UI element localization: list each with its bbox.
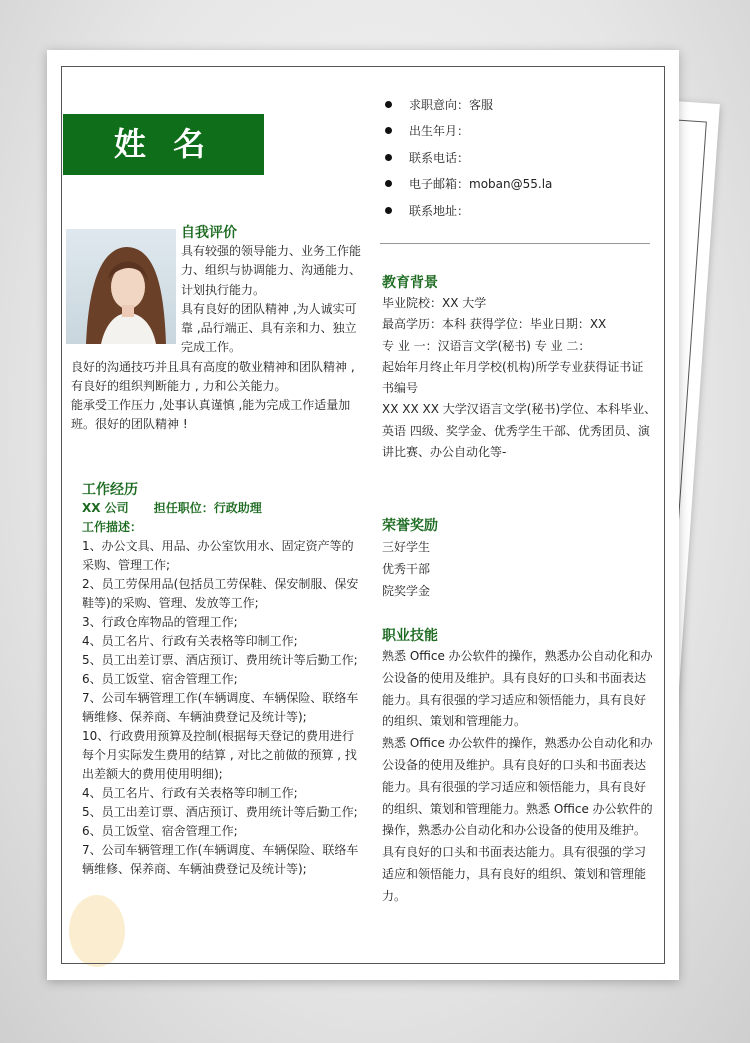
text-line: 书编号 bbox=[382, 381, 419, 396]
text-line: 毕业院校：XX 大学 bbox=[382, 296, 487, 310]
text-line: 班。很好的团队精神 ! bbox=[71, 417, 188, 431]
text-line: 7、公司车辆管理工作(车辆调度、车辆保险、联络车 bbox=[82, 843, 359, 857]
self-eval-beside bbox=[181, 242, 361, 358]
text-line: XX XX XX 大学汉语言文学(秘书)学位、本科毕业、 bbox=[382, 402, 657, 417]
company-line bbox=[82, 499, 358, 518]
list-item bbox=[382, 144, 552, 171]
text-line: 具有良好的口头和书面表达能力。具有很强的学习 bbox=[382, 845, 647, 860]
address: 联系地址： bbox=[409, 203, 470, 218]
text-line: 1、办公文具、用品、办公室饮用水、固定资产等的 bbox=[82, 539, 354, 553]
text-line: 的组织、策划和管理能力。 bbox=[382, 714, 527, 729]
text-line: 完成工作。 bbox=[181, 340, 242, 355]
text-line: 有良好的组织判断能力 , 力和公关能力。 bbox=[71, 379, 287, 393]
self-eval-heading: 自我评价 bbox=[181, 225, 237, 241]
list-item bbox=[382, 118, 552, 145]
position: 担任职位：行政助理 bbox=[153, 501, 262, 515]
work-heading: 工作经历 bbox=[82, 482, 138, 498]
list-item: 院奖学金 bbox=[382, 584, 431, 598]
text-line: 具有良好的团队精神 ,为人诚实可 bbox=[181, 301, 357, 316]
text-line: 每个月实际发生费用的结算 , 对比之前做的预算 , 找 bbox=[82, 748, 357, 762]
text-line: 3、行政仓库物品的管理工作; bbox=[82, 615, 238, 629]
list-item: 优秀干部 bbox=[382, 562, 431, 576]
text-line: 的组织、策划和管理能力。熟悉 Office 办公软件的 bbox=[382, 801, 653, 816]
email: 电子邮箱：moban@55.la bbox=[409, 177, 553, 192]
bullet-icon bbox=[385, 180, 392, 187]
section-divider bbox=[380, 243, 650, 244]
text-line: 熟悉 Office 办公软件的操作，熟悉办公自动化和办 bbox=[382, 736, 653, 751]
text-line: 能力。具有很强的学习适应和领悟能力，具有良好 bbox=[382, 692, 647, 707]
list-item bbox=[382, 197, 552, 224]
text-line: 7、公司车辆管理工作(车辆调度、车辆保险、联络车 bbox=[82, 691, 359, 705]
text-line: 公设备的使用及维护。具有良好的口头和书面表达 bbox=[382, 757, 647, 772]
text-line: 辆维修、保养商、车辆油费登记及统计等); bbox=[82, 710, 307, 724]
text-line: 6、员工饭堂、宿舍管理工作; bbox=[82, 824, 238, 838]
bullet-icon bbox=[385, 154, 392, 161]
text-line: 起始年月终止年月学校(机构)所学专业获得证书证 bbox=[382, 359, 644, 374]
honors-list bbox=[382, 536, 430, 602]
list-item bbox=[382, 91, 552, 118]
text-line: 5、员工出差订票、酒店预订、费用统计等后勤工作; bbox=[82, 653, 358, 667]
text-line: 熟悉 Office 办公软件的操作，熟悉办公自动化和办 bbox=[382, 649, 653, 663]
list-item: 三好学生 bbox=[382, 540, 431, 554]
avatar-photo bbox=[66, 229, 176, 344]
text-line: 5、员工出差订票、酒店预订、费用统计等后勤工作; bbox=[82, 805, 358, 819]
text-line: 操作，熟悉办公自动化和办公设备的使用及维护。 bbox=[382, 823, 647, 838]
company-name: XX 公司 bbox=[82, 501, 129, 515]
text-line: 采购、管理工作; bbox=[82, 558, 171, 572]
text-line: 4、员工名片、行政有关表格等印制工作; bbox=[82, 634, 298, 648]
bullet-icon bbox=[385, 101, 392, 108]
text-line: 最高学历：本科 获得学位：毕业日期：XX bbox=[382, 317, 607, 332]
text-line: 公设备的使用及维护。具有良好的口头和书面表达 bbox=[382, 670, 647, 685]
phone: 联系电话： bbox=[409, 150, 470, 165]
text-line: 良好的沟通技巧并且具有高度的敬业精神和团队精神 , bbox=[71, 360, 355, 374]
text-line: 专 业 一：汉语言文学(秘书) 专 业 二： bbox=[382, 338, 591, 353]
text-line: 能力。具有很强的学习适应和领悟能力，具有良好 bbox=[382, 779, 647, 794]
bullet-icon bbox=[385, 127, 392, 134]
education-heading: 教育背景 bbox=[382, 275, 438, 291]
birth-date: 出生年月： bbox=[409, 124, 470, 139]
text-line: 英语 四级、奖学金、优秀学生干部、优秀团员、演 bbox=[382, 423, 650, 438]
text-line: 力。 bbox=[382, 888, 407, 903]
bullet-icon bbox=[385, 207, 392, 214]
text-line: 6、员工饭堂、宿舍管理工作; bbox=[82, 672, 238, 686]
education-section bbox=[382, 293, 656, 463]
skills-section bbox=[382, 646, 653, 908]
text-line: 出差额大的费用使用明细); bbox=[82, 767, 223, 781]
text-line: 2、员工劳保用品(包括员工劳保鞋、保安制服、保安 bbox=[82, 577, 359, 591]
text-line: 力、组织与协调能力、沟通能力、 bbox=[181, 263, 362, 278]
text-line: 适应和领悟能力，具有良好的组织、策划和管理能 bbox=[382, 866, 647, 881]
text-line: 4、员工名片、行政有关表格等印制工作; bbox=[82, 786, 298, 800]
honors-heading: 荣誉奖励 bbox=[382, 518, 438, 534]
personal-info-list bbox=[382, 91, 552, 224]
self-eval-below bbox=[71, 358, 355, 434]
desc-label: 工作描述： bbox=[82, 520, 143, 534]
text-line: 鞋等)的采购、管理、发放等工作; bbox=[82, 596, 259, 610]
name-banner: 姓 名 bbox=[63, 114, 264, 175]
work-section bbox=[82, 499, 358, 879]
text-line: 能承受工作压力 ,处事认真谨慎 ,能为完成工作适量加 bbox=[71, 398, 351, 412]
text-line: 10、行政费用预算及控制(根据每天登记的费用进行 bbox=[82, 729, 354, 743]
text-line: 计划执行能力。 bbox=[181, 282, 266, 297]
text-line: 具有较强的领导能力、业务工作能 bbox=[181, 244, 362, 258]
text-line: 靠 ,品行端正、具有亲和力、独立 bbox=[181, 321, 357, 336]
text-line: 辆维修、保养商、车辆油费登记及统计等); bbox=[82, 862, 307, 876]
skills-heading: 职业技能 bbox=[382, 628, 438, 644]
job-intent: 求职意向：客服 bbox=[409, 97, 494, 112]
text-line: 讲比赛、办公自动化等- bbox=[382, 445, 507, 460]
list-item bbox=[382, 171, 552, 198]
